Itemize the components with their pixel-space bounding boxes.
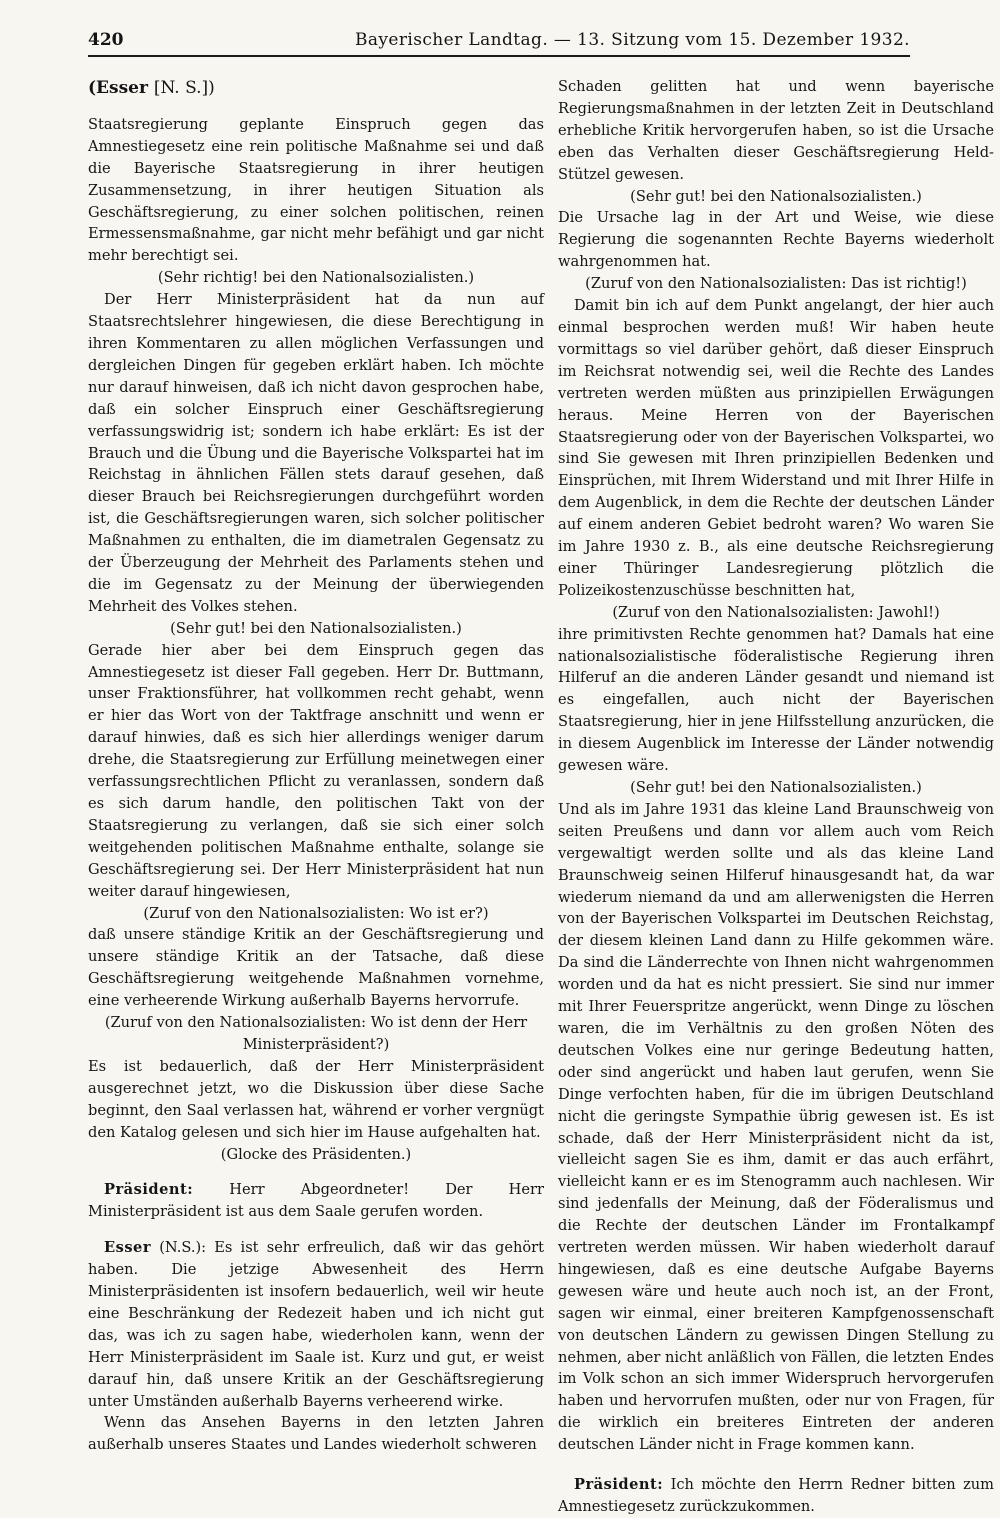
paragraph: Die Ursache lag in der Art und Weise, wie diese Regierung die sogenannten Rechte Bayerns wiederholt wahrgenommen hat. xyxy=(558,209,994,271)
speaker-heading-party: [N. S.]) xyxy=(153,78,215,98)
speaker-label-president: Präsident: xyxy=(104,1181,194,1199)
left-column xyxy=(88,76,544,1456)
paragraph: Und als im Jahre 1931 das kleine Land Braunschweig von seiten Preußens und dann vor allem auch vom Reich vergewaltigt werden sollte und als das kleine Land Braunschweig seinen Hilferuf hinausgesandt hat, da war wiederum niemand da und am allerwenigsten die Herren von der Bayerischen Volkspartei im Deutschen Reichstag, der diesem kleinen Land dann zu Hilfe gekommen wäre. Da sind die Länderrechte von Ihnen nicht wahrgenommen worden und da hat es nicht pressiert. Sie sind nur immer mit Ihrer Feuerspritze angerückt, wenn Dinge zu löschen waren, die im Verhältnis zu den großen Nöten des deutschen Volkes eine nur geringe Bedeutung hatten, oder sind angerückt und haben laut gerufen, wenn Sie Dinge verfochten haben, für die im übrigen Deutschland nicht die geringste Sympathie übrig gewesen ist. Es ist schade, daß der Herr Ministerpräsident nicht da ist, vielleicht sagen Sie es ihm, damit er das auch erfährt, vielleicht kann er es im Stenogramm auch nachlesen. Wir sind jedenfalls der Meinung, daß der Föderalismus und die Rechte der deutschen Länder im Frontalkampf vertreten werden müssen. Wir haben wiederholt darauf hingewiesen, daß es eine deutsche Aufgabe Bayerns gewesen wäre und heute auch noch ist, an der Front, sagen wir einmal, einer breiteren Kampfgenossenschaft von deutschen Ländern zu gewissen Dingen Stellung zu nehmen, aber nicht anläßlich von Fällen, die letzten Endes im Volk schon an sich immer Widerspruch hervorgerufen haben und hervorrufen mußten, oder nur von Fragen, für die wirklich ein breiteres Eintreten der anderen deutschen Länder nicht in Frage kommen kann. xyxy=(558,800,994,1454)
esser-text: (N.S.): Es ist sehr erfreulich, daß wir das gehört haben. Die jetzige Abwesenheit des Herrn Ministerpräsidenten ist insofern bedauerlich, weil wir heute eine Beschränkung der Redezeit haben und ich nicht gut das, was ich zu sagen habe, wiederholen kann, wenn der Herr Ministerpräsident im Saale ist. Kurz und gut, er weist darauf hin, daß unsere Kritik an der Geschäftsregierung unter Umständen außerhalb Bayerns verheerend wirke. xyxy=(88,1239,544,1410)
speaker-heading-name: (Esser xyxy=(88,78,148,98)
paragraph: Der Herr Ministerpräsident hat da nun auf Staatsrechtslehrer hingewiesen, die diese Berechtigung in ihren Kommentaren zu allen möglichen Verfassungen und dergleichen Dingen für gegeben erklärt haben. Ich möchte nur darauf hinweisen, daß ich nicht davon gesprochen habe, daß ein solcher Einspruch einer Geschäftsregierung verfassungswidrig ist; sondern ich habe erklärt: Es ist der Brauch und die Übung und die Bayerische Volkspartei hat im Reichstag in ähnlichen Fällen stets darauf gesehen, daß dieser Brauch bei Reichsregierungen durchgeführt worden ist, die Geschäftsregierungen waren, sich solcher politischer Maßnahmen zu enthalten, die im diametralen Gegensatz zu der Überzeugung der Mehrheit des Parlaments stehen und die im Gegensatz zu der Meinung der überwiegenden Mehrheit des Volkes stehen. xyxy=(88,291,544,615)
president-text: Ich möchte den Herrn Redner bitten zum Amnestiegesetz zurückzukommen. xyxy=(558,1476,995,1515)
esser-statement xyxy=(88,1237,544,1412)
paragraph: Es ist bedauerlich, daß der Herr Ministerpräsident ausgerechnet jetzt, wo die Diskussion über diese Sache beginnt, den Saal verlassen hat, während er vorher vergnügt den Katalog gelesen und sich hier im Hause aufgehalten hat. xyxy=(88,1057,544,1141)
interjection: (Zuruf von den Nationalsozialisten: Wo ist denn der Herr Ministerpräsident?) xyxy=(104,1014,528,1053)
interjection: (Glocke des Präsidenten.) xyxy=(220,1145,412,1163)
interjection: (Sehr gut! bei den Nationalsozialisten.) xyxy=(170,619,462,637)
paragraph: Damit bin ich auf dem Punkt angelangt, der hier auch einmal besprochen werden muß! Wir haben heute vormittags so viel darüber gehört, daß dieser Einspruch im Reichsrat notwendig sei, weil die Rechte des Landes vertreten werden müßten aus prinzipiellen Erwägungen heraus. Meine Herren von der Bayerischen Staatsregierung oder von der Bayerischen Volkspartei, wo sind Sie gewesen mit Ihren prinzipiellen Bedenken und Einsprüchen, mit Ihrem Widerstand und mit Ihrer Hilfe in dem Augenblick, in dem die Rechte der deutschen Länder auf einem anderen Gebiet bedroht waren? Wo waren Sie im Jahre 1930 z. B., als eine deutsche Reichsregierung einer Thüringer Landesregierung plötzlich die Polizeikostenzuschüsse beschnitten hat, xyxy=(558,297,994,599)
page-number: 420 xyxy=(88,30,124,50)
paragraph: Wenn das Ansehen Bayerns in den letzten Jahren außerhalb unseres Staates und Landes wiederholt schweren xyxy=(88,1414,544,1454)
right-column xyxy=(558,76,994,1518)
interjection: (Zuruf von den Nationalsozialisten: Das ist richtig!) xyxy=(585,275,967,293)
speaker-label-esser: Esser xyxy=(104,1239,152,1257)
interjection: (Sehr gut! bei den Nationalsozialisten.) xyxy=(630,187,922,205)
paragraph: daß unsere ständige Kritik an der Geschäftsregierung und unsere ständige Kritik an der Tatsache, daß diese Geschäftsregierung weitgehende Maßnahmen vornehme, eine verheerende Wirkung außerhalb Bayerns hervorrufe. xyxy=(88,926,544,1010)
president-statement xyxy=(558,1474,994,1518)
paragraph: Staatsregierung geplante Einspruch gegen das Amnestiegesetz eine rein politische Maßnahme sei und daß die Bayerische Staatsregierung in ihrer heutigen Zusammensetzung, in ihrer heutigen Situation als Geschäftsregierung, zu einer solchen politischen, reinen Ermessensmaßnahme, gar nicht mehr befähigt und gar nicht mehr berechtigt sei. xyxy=(88,115,544,265)
paragraph: Gerade hier aber bei dem Einspruch gegen das Amnestiegesetz ist dieser Fall gegeben. Herr Dr. Buttmann, unser Fraktionsführer, hat vollkommen recht gehabt, wenn er hier das Wort von der Taktfrage anschnitt und wenn er darauf hinwies, daß es sich hier allerdings weniger darum drehe, die Staatsregierung zur Erfüllung meinetwegen einer verfassungsrechtlichen Pflicht zu veranlassen, sondern daß es sich darum handle, den politischen Takt von der Staatsregierung zu verlangen, daß sie sich einer solch weitgehenden politischen Maßnahme enthalte, solange sie Geschäftsregierung sei. Der Herr Ministerpräsident hat nun weiter darauf hingewiesen, xyxy=(88,641,544,900)
speaker-heading xyxy=(88,78,544,100)
running-header xyxy=(88,30,910,57)
interjection: (Sehr gut! bei den Nationalsozialisten.) xyxy=(630,779,922,796)
running-title: Bayerischer Landtag. — 13. Sitzung vom 15. Dezember 1932. xyxy=(354,30,910,50)
interjection: (Sehr richtig! bei den Nationalsozialisten.) xyxy=(157,269,475,287)
interjection: (Zuruf von den Nationalsozialisten: Wo ist er?) xyxy=(143,904,489,922)
interjection: (Zuruf von den Nationalsozialisten: Jawohl!) xyxy=(612,603,940,621)
paragraph: ihre primitivsten Rechte genommen hat? Damals hat eine nationalsozialistische föderalistische Regierung ihren Hilferuf an die anderen Länder gesandt und niemand ist es eingefallen, auch nicht der Bayerischen Staatsregierung, hier in jene Hilfsstellung anzurücken, die in diesem Augenblick im Interesse der Länder notwendig gewesen wäre. xyxy=(558,625,994,775)
speaker-label-president: Präsident: xyxy=(574,1476,664,1494)
paragraph: Schaden gelitten hat und wenn bayerische Regierungsmaßnahmen in der letzten Zeit in Deutschland erhebliche Kritik hervorgerufen haben, so ist die Ursache eben das Verhalten dieser Geschäftsregierung Held-Stützel gewesen. xyxy=(558,78,994,183)
president-text: Herr Abgeordneter! Der Herr Ministerpräsident ist aus dem Saale gerufen worden. xyxy=(88,1181,544,1221)
president-statement xyxy=(88,1179,544,1223)
